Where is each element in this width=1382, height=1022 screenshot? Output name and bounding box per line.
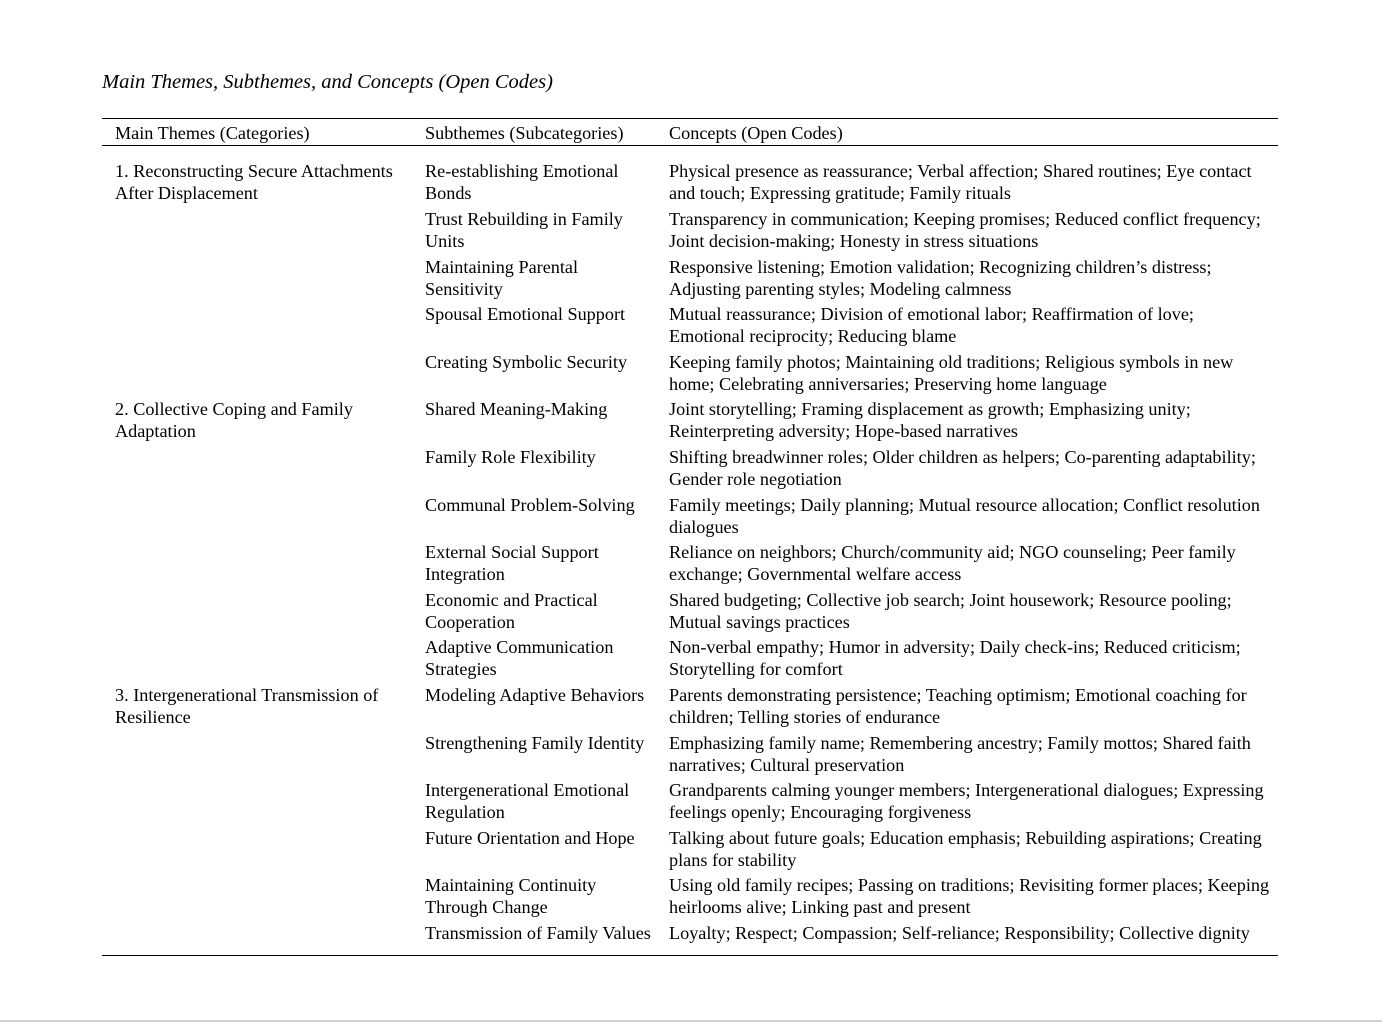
table-top-rule — [102, 118, 1278, 119]
subtheme-cell: Creating Symbolic Security — [425, 352, 628, 372]
concepts-cell: Parents demonstrating persistence; Teaching optimism; Emotional coaching for children; Telling stories of endurance — [669, 685, 1247, 727]
subtheme-cell: Re-establishing Emotional Bonds — [425, 161, 619, 203]
concepts-cell: Physical presence as reassurance; Verbal affection; Shared routines; Eye contact and touch; Expressing gratitude; Family rituals — [669, 161, 1252, 203]
subtheme-cell: Maintaining Parental Sensitivity — [425, 257, 579, 299]
concepts-cell: Shared budgeting; Collective job search; Joint housework; Resource pooling; Mutual savings practices — [669, 590, 1232, 632]
concepts-cell: Loyalty; Respect; Compassion; Self-reliance; Responsibility; Collective dignity — [669, 923, 1250, 943]
table-bottom-rule — [102, 955, 1278, 956]
subtheme-cell: Trust Rebuilding in Family Units — [425, 209, 623, 251]
subtheme-cell: External Social Support Integration — [425, 542, 599, 584]
table-header-rule — [102, 145, 1278, 146]
subtheme-cell: Transmission of Family Values — [425, 923, 651, 943]
table-caption: Main Themes, Subthemes, and Concepts (Open Codes) — [102, 71, 553, 93]
main-theme-cell: 3. Intergenerational Transmission of Resilience — [115, 685, 379, 727]
concepts-cell: Emphasizing family name; Remembering ancestry; Family mottos; Shared faith narratives; Cultural preservation — [669, 733, 1251, 775]
subtheme-cell: Family Role Flexibility — [425, 447, 596, 467]
subtheme-cell: Adaptive Communication Strategies — [425, 637, 614, 679]
header-main-themes: Main Themes (Categories) — [115, 123, 310, 143]
subtheme-cell: Modeling Adaptive Behaviors — [425, 685, 645, 705]
subtheme-cell: Shared Meaning-Making — [425, 399, 608, 419]
subtheme-cell: Economic and Practical Cooperation — [425, 590, 598, 632]
concepts-cell: Non-verbal empathy; Humor in adversity; Daily check-ins; Reduced criticism; Storytelling for comfort — [669, 637, 1241, 679]
main-theme-cell: 2. Collective Coping and Family Adaptation — [115, 399, 353, 441]
header-concepts: Concepts (Open Codes) — [669, 123, 843, 143]
concepts-cell: Talking about future goals; Education emphasis; Rebuilding aspirations; Creating plans for stability — [669, 828, 1262, 870]
header-subthemes: Subthemes (Subcategories) — [425, 123, 624, 143]
concepts-cell: Responsive listening; Emotion validation; Recognizing children’s distress; Adjusting parenting styles; Modeling calmness — [669, 257, 1212, 299]
concepts-cell: Family meetings; Daily planning; Mutual resource allocation; Conflict resolution dialogues — [669, 495, 1260, 537]
concepts-cell: Using old family recipes; Passing on traditions; Revisiting former places; Keeping heirlooms alive; Linking past and present — [669, 875, 1270, 917]
subtheme-cell: Strengthening Family Identity — [425, 733, 645, 753]
subtheme-cell: Communal Problem-Solving — [425, 495, 635, 515]
concepts-cell: Joint storytelling; Framing displacement as growth; Emphasizing unity; Reinterpreting adversity; Hope-based narratives — [669, 399, 1191, 441]
subtheme-cell: Maintaining Continuity Through Change — [425, 875, 597, 917]
subtheme-cell: Intergenerational Emotional Regulation — [425, 780, 630, 822]
subtheme-cell: Future Orientation and Hope — [425, 828, 635, 848]
concepts-cell: Reliance on neighbors; Church/community aid; NGO counseling; Peer family exchange; Governmental welfare access — [669, 542, 1236, 584]
subtheme-cell: Spousal Emotional Support — [425, 304, 626, 324]
concepts-cell: Transparency in communication; Keeping promises; Reduced conflict frequency; Joint decision-making; Honesty in stress situations — [669, 209, 1261, 251]
main-theme-cell: 1. Reconstructing Secure Attachments After Displacement — [115, 161, 393, 203]
concepts-cell: Mutual reassurance; Division of emotional labor; Reaffirmation of love; Emotional reciprocity; Reducing blame — [669, 304, 1194, 346]
concepts-cell: Keeping family photos; Maintaining old traditions; Religious symbols in new home; Celebrating anniversaries; Preserving home language — [669, 352, 1234, 394]
concepts-cell: Grandparents calming younger members; Intergenerational dialogues; Expressing feelings openly; Encouraging forgiveness — [669, 780, 1264, 822]
concepts-cell: Shifting breadwinner roles; Older children as helpers; Co-parenting adaptability; Gender role negotiation — [669, 447, 1256, 489]
